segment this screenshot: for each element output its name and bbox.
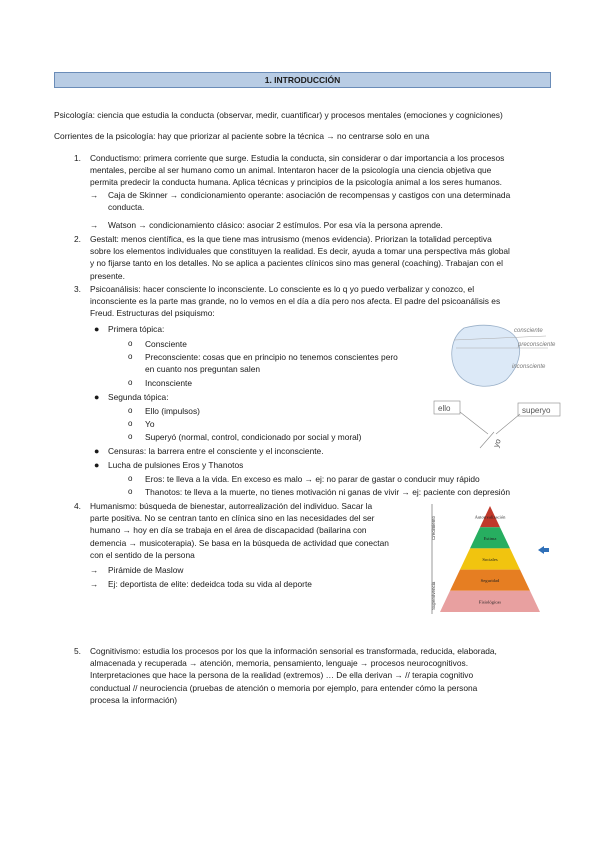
axis-label-bottom: Supervivencia (431, 581, 436, 610)
maslow-pyramid-figure (428, 500, 550, 618)
item-gestalt: Gestalt: menos científica, es la que tiene mas intrusismo (menos evidencia). Priorizan la totalidad perceptiva sobre los elementos individuales que constituyen la realidad. Es decir, ayuda a tomar una perspectiva más global y no fijarse tanto en los detalles. No se aplica a pacientes clínicos sino mas general (coaching). Trabajan con el presente. (90, 234, 510, 281)
section-header: 1. INTRODUCCIÓN (54, 72, 551, 88)
ego-label-superyo: superyo (522, 406, 551, 415)
sub-skinner: Caja de Skinner → condicionamiento operante: asociación de recompensas y castigos con una determinada conducta. (108, 190, 511, 213)
item-number: 1. (74, 153, 81, 163)
sub-yo: Yo (145, 419, 155, 429)
arrow-icon: → (90, 565, 99, 575)
circle-bullet-icon: o (128, 432, 133, 441)
circle-bullet-icon: o (128, 419, 133, 428)
intro-psychology: Psicología: ciencia que estudia la conducta (observar, medir, cuantificar) y procesos mentales (emociones y cogniciones) (54, 110, 503, 120)
pyramid-level-label: Seguridad (480, 578, 500, 584)
sub-superyo: Superyó (normal, control, condicionado por social y moral) (145, 432, 362, 442)
bullet-censuras: Censuras: la barrera entre el consciente y el inconsciente. (108, 446, 324, 456)
arrow-icon: → (90, 190, 99, 200)
sub-ello: Ello (impulsos) (145, 406, 200, 416)
circle-bullet-icon: o (128, 474, 133, 483)
ego-label-yo: yo (491, 437, 503, 449)
arrow-icon: → (90, 579, 99, 589)
sub-inconsciente: Inconsciente (145, 378, 193, 388)
item-number: 3. (74, 284, 81, 294)
item-psicoanalisis: Psicoanálisis: hacer consciente lo inconsciente. Lo consciente es lo q yo puedo verbalizar y conozco, el inconsciente es la parte mas grande, no lo vemos en el día a día pero nos afecta. El padre del psicoanálisis es Freud. Estructuras del psiquismo: (90, 284, 501, 319)
item-number: 5. (74, 646, 81, 656)
sub-thanotos: Thanotos: te lleva a la muerte, no tienes motivación ni ganas de vivir → ej: paciente con depresión (145, 487, 510, 497)
item-number: 2. (74, 234, 81, 244)
circle-bullet-icon: o (128, 378, 133, 387)
lake-label-preconsciente: preconsciente (518, 342, 556, 348)
bullet-icon: ● (94, 324, 100, 334)
lake-label-consciente: consciente (514, 328, 543, 334)
pyramid-level-label: Fisiológicas (478, 599, 502, 605)
pyramid-level-label: Sociales (482, 557, 498, 562)
sub-consciente: Consciente (145, 339, 187, 349)
sub-maslow: Pirámide de Maslow (108, 565, 184, 575)
bullet-icon: ● (94, 460, 100, 470)
pyramid-level-label: Autorrealización (474, 514, 506, 520)
item-cognitivismo: Cognitivismo: estudia los procesos por los que la información sensorial es transformada, reducida, elaborada, almacenada y recuperada → atención, memoria, pensamiento, lenguaje → procesos neurocognitivos. Interpretaciones que hace la persona de la realidad (extremos) … De ella derivan → // terapia cognitivo conductual // neurociencia (pruebas de atención o memoria por ejemplo, para entender cómo la persona procesa la información) (90, 646, 497, 705)
pyramid-arrow-icon (538, 546, 549, 554)
circle-bullet-icon: o (128, 339, 133, 348)
arrow-icon: → (90, 220, 99, 230)
item-conductismo: Conductismo: primera corriente que surge. Estudia la conducta, sin considerar o dar importancia a los procesos mentales, percibe al ser humano como un animal. Intentaron hacer de la psicología una ciencia objetiva que permita predecir la conducta humana. Aplica técnicas y principios de la psicología animal a los seres humanos. (90, 153, 505, 188)
circle-bullet-icon: o (128, 406, 133, 415)
sub-deportista: Ej: deportista de elite: dedeidca toda su vida al deporte (108, 579, 312, 589)
circle-bullet-icon: o (128, 487, 133, 496)
bullet-icon: ● (94, 446, 100, 456)
sub-eros: Eros: te lleva a la vida. En exceso es malo → ej: no parar de gastar o conducir muy rápido (145, 474, 480, 484)
axis-label-top: Crecimiento (431, 515, 436, 540)
ello-line (460, 412, 488, 434)
item-number: 4. (74, 501, 81, 511)
sub-watson: Watson → condicionamiento clásico: asociar 2 estímulos. Por esa vía la persona aprende. (108, 220, 443, 230)
sub-preconsciente: Preconsciente: cosas que en principio no tenemos conscientes pero en cuanto nos preguntan salen (145, 352, 398, 375)
circle-bullet-icon: o (128, 352, 133, 361)
psyche-structure-figure (430, 398, 565, 456)
psyche-lake-figure (446, 318, 556, 390)
bullet-segunda-topica: Segunda tópica: (108, 392, 169, 402)
bullet-icon: ● (94, 392, 100, 402)
bullet-pulsiones: Lucha de pulsiones Eros y Thanotos (108, 460, 244, 470)
intro-currents: Corrientes de la psicología: hay que priorizar al paciente sobre la técnica → no centrarse solo en una (54, 131, 430, 141)
item-humanismo: Humanismo: búsqueda de bienestar, autorrealización del individuo. Sacar la parte positiva. No se centran tanto en clínica sino en las necesidades del ser humano → hoy en día se trabaja en el área de discapacidad (bailarina con demencia → musicoterapia). Se basa en la búsqueda de actividad que conectan con el sentido de la persona (90, 501, 389, 560)
ego-label-ello: ello (438, 404, 451, 413)
superyo-line (496, 414, 520, 434)
lake-label-inconsciente: inconsciente (512, 364, 546, 370)
pyramid-level-label: Estima (483, 535, 497, 541)
lake-shape (452, 325, 520, 386)
bullet-primera-topica: Primera tópica: (108, 324, 165, 334)
